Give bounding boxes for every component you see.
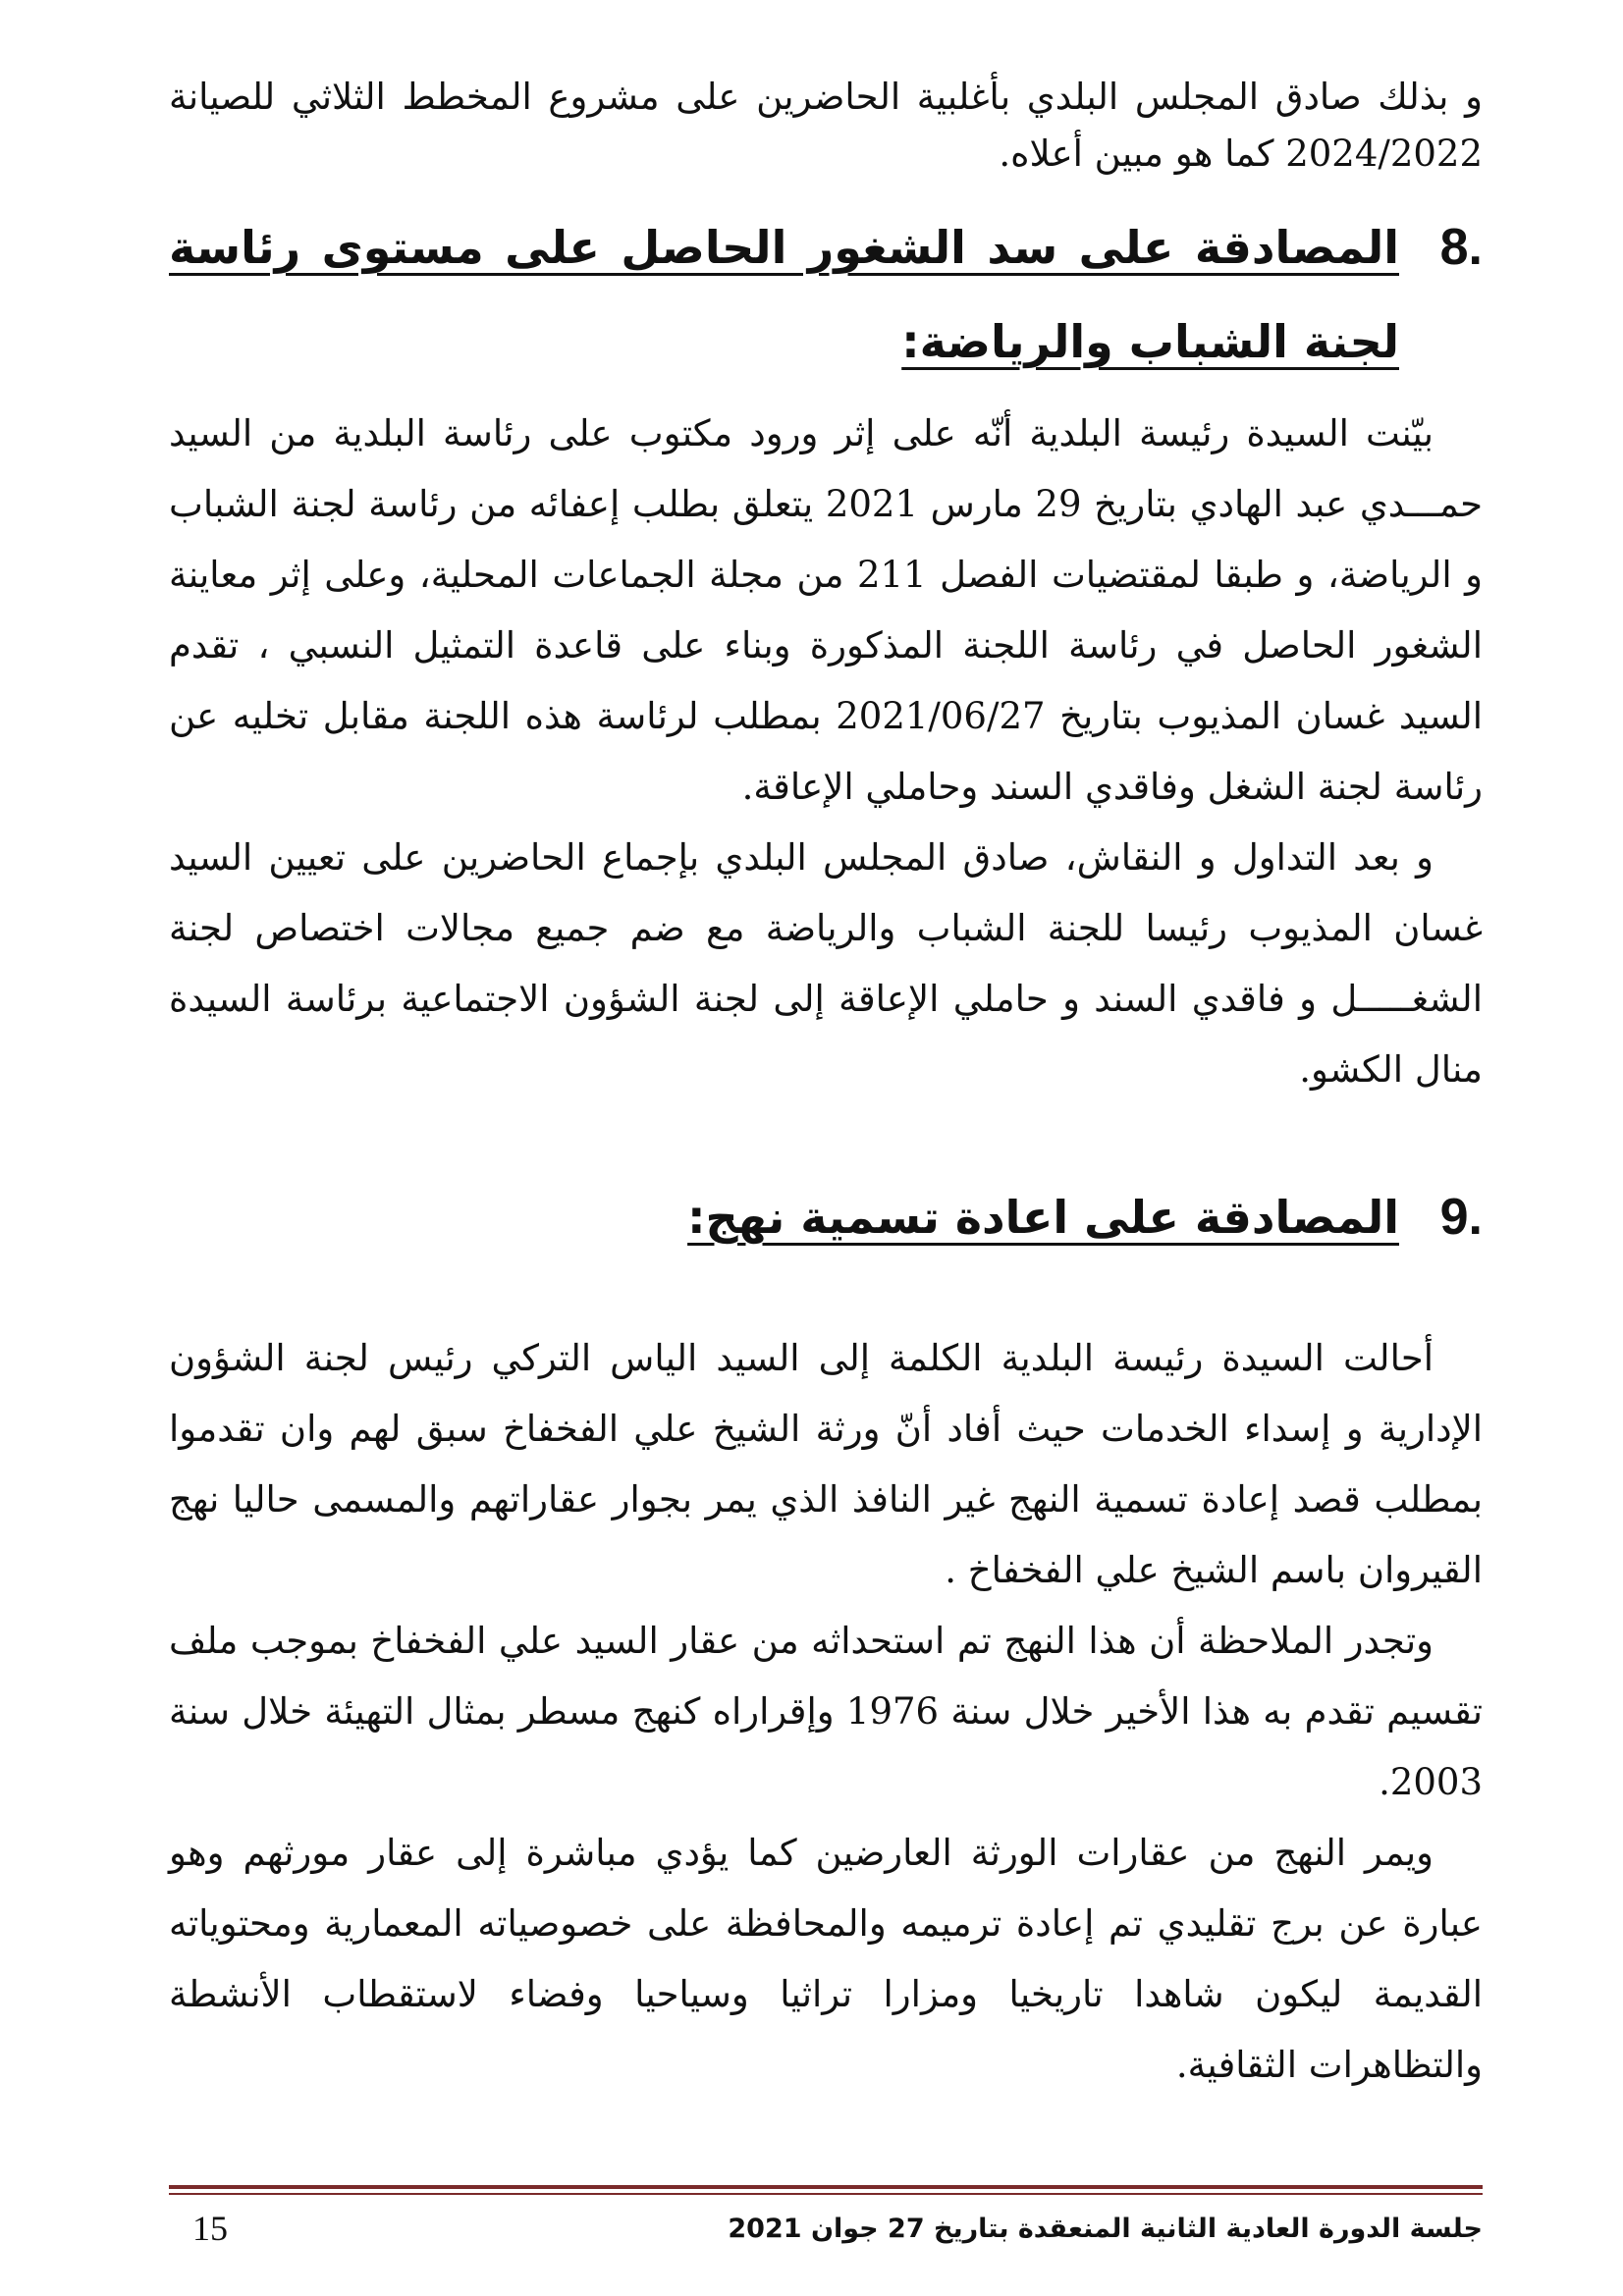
section-9-title: المصادقة على اعادة تسمية نهج: — [687, 1191, 1399, 1244]
intro-paragraph: و بذلك صادق المجلس البلدي بأغلبية الحاضرين على مشروع المخطط الثلاثي للصيانة 2024/2022 كما هو مبين أعلاه. — [169, 76, 1483, 175]
section-9-heading — [169, 1170, 1483, 1264]
section-8-paragraph-2: و بعد التداول و النقاش، صادق المجلس البلدي بإجماع الحاضرين على تعيين السيد غسان المذيوب رئيسا للجنة الشباب والرياضة مع ضم جميع مجالات اختصاص لجنة الشغـــــل و فاقدي السند و حاملي الإعاقة إلى لجنة الشؤون الاجتماعية برئاسة السيدة منال الكشو. — [169, 836, 1483, 1091]
footer-session-text: جلسة الدورة العادية الثانية المنعقدة بتاريخ 27 جوان 2021 — [728, 2213, 1483, 2244]
section-9-paragraph-2: وتجدر الملاحظة أن هذا النهج تم استحداثه من عقار السيد علي الفخفاخ بموجب ملف تقسيم تقدم به هذا الأخير خلال سنة 1976 وإقراراه كنهج مسطر بمثال التهيئة خلال سنة 2003. — [169, 1620, 1483, 1803]
footer-rule-thick — [169, 2185, 1483, 2189]
footer-divider — [169, 2185, 1483, 2195]
page-footer — [169, 2199, 1483, 2258]
page-number: 15 — [192, 2209, 228, 2248]
section-8-number: 8. — [1439, 219, 1483, 276]
section-8-title: المصادقة على سد الشغور الحاصل على مستوى رئاسة لجنة الشباب والرياضة: — [169, 221, 1399, 368]
footer-rule-thin — [169, 2193, 1483, 2195]
document-body — [169, 69, 1483, 2101]
section-9-paragraph-1: أحالت السيدة رئيسة البلدية الكلمة إلى السيد الياس التركي رئيس لجنة الشؤون الإدارية و إسداء الخدمات حيث أفاد أنّ ورثة الشيخ علي الفخفاخ سبق لهم وان تقدموا بمطلب قصد إعادة تسمية النهج غير النافذ الذي يمر بجوار عقاراتهم والمسمى حاليا نهج القيروان باسم الشيخ علي الفخفاخ . — [169, 1337, 1483, 1591]
section-9-paragraph-3: ويمر النهج من عقارات الورثة العارضين كما يؤدي مباشرة إلى عقار مورثهم وهو عبارة عن برج تقليدي تم إعادة ترميمه والمحافظة على خصوصياته المعمارية ومحتوياته القديمة ليكون شاهدا تاريخيا ومزارا تراثيا وسياحيا وفضاء لاستقطاب الأنشطة والتظاهرات الثقافية. — [169, 1832, 1483, 2086]
section-8-paragraph-1: بيّنت السيدة رئيسة البلدية أنّه على إثر ورود مكتوب على رئاسة البلدية من السيد حمـــدي عبد الهادي بتاريخ 29 مارس 2021 يتعلق بطلب إعفائه من رئاسة لجنة الشباب و الرياضة، و طبقا لمقتضيات الفصل 211 من مجلة الجماعات المحلية، وعلى إثر معاينة الشغور الحاصل في رئاسة اللجنة المذكورة وبناء على قاعدة التمثيل النسبي ، تقدم السيد غسان المذيوب بتاريخ 2021/06/27 بمطلب لرئاسة هذه اللجنة مقابل تخليه عن رئاسة لجنة الشغل وفاقدي السند وحاملي الإعاقة. — [169, 412, 1484, 808]
section-8-heading — [169, 200, 1483, 389]
section-9-number: 9. — [1439, 1189, 1483, 1246]
